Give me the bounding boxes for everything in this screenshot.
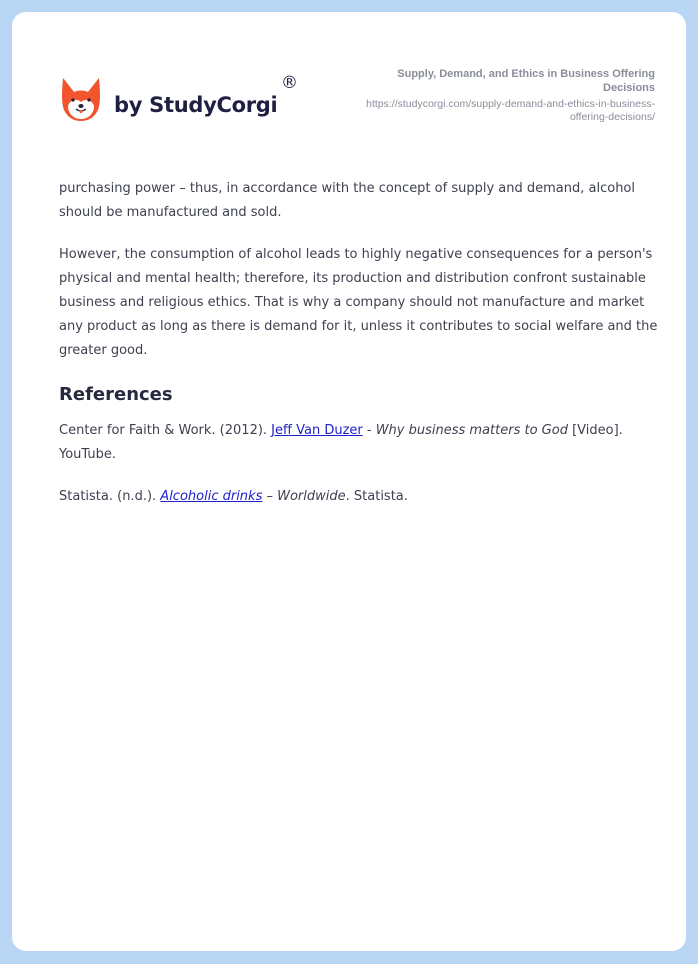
reference-link[interactable] xyxy=(160,489,262,504)
reference-item xyxy=(59,419,659,467)
reference-link-text: Alcoholic drinks xyxy=(160,489,263,504)
article-content xyxy=(59,177,659,527)
reference-item xyxy=(59,485,659,509)
document-url[interactable]: https://studycorgi.com/supply-demand-and-ethics-in-business-offering-decisions/ xyxy=(366,98,655,123)
paragraph: However, the consumption of alcohol leads to highly negative consequences for a person's physical and mental health; therefore, its production and distribution confront sustainable business and religious ethics. That is why a company should not manufacture and market any product as long as there is demand for it, unless it contributes to social welfare and the greater good. xyxy=(59,247,658,358)
reference-title: Why business matters to God xyxy=(375,423,568,438)
registered-mark: ® xyxy=(281,73,298,93)
reference-prefix: Center for Faith & Work. (2012). xyxy=(59,423,272,438)
reference-suffix: . Statista. xyxy=(345,489,408,504)
document-meta xyxy=(345,67,655,124)
references-heading: References xyxy=(59,384,173,405)
document-page xyxy=(12,12,686,951)
page-header xyxy=(12,12,686,162)
reference-suffix: [Video]. YouTube. xyxy=(59,423,623,462)
paragraph: purchasing power – thus, in accordance with the concept of supply and demand, alcohol should be manufactured and sold. xyxy=(59,181,635,220)
document-title: Supply, Demand, and Ethics in Business Offering Decisions xyxy=(397,68,655,94)
reference-separator: - xyxy=(362,423,376,438)
reference-title: Worldwide xyxy=(277,489,346,504)
logo-wordmark: by StudyCorgi xyxy=(114,93,278,117)
reference-prefix: Statista. (n.d.). xyxy=(59,489,161,504)
reference-link[interactable]: Jeff Van Duzer xyxy=(271,423,363,438)
studycorgi-logo[interactable] xyxy=(60,73,298,122)
corgi-logo-icon xyxy=(60,76,102,122)
reference-separator: – xyxy=(262,489,278,504)
